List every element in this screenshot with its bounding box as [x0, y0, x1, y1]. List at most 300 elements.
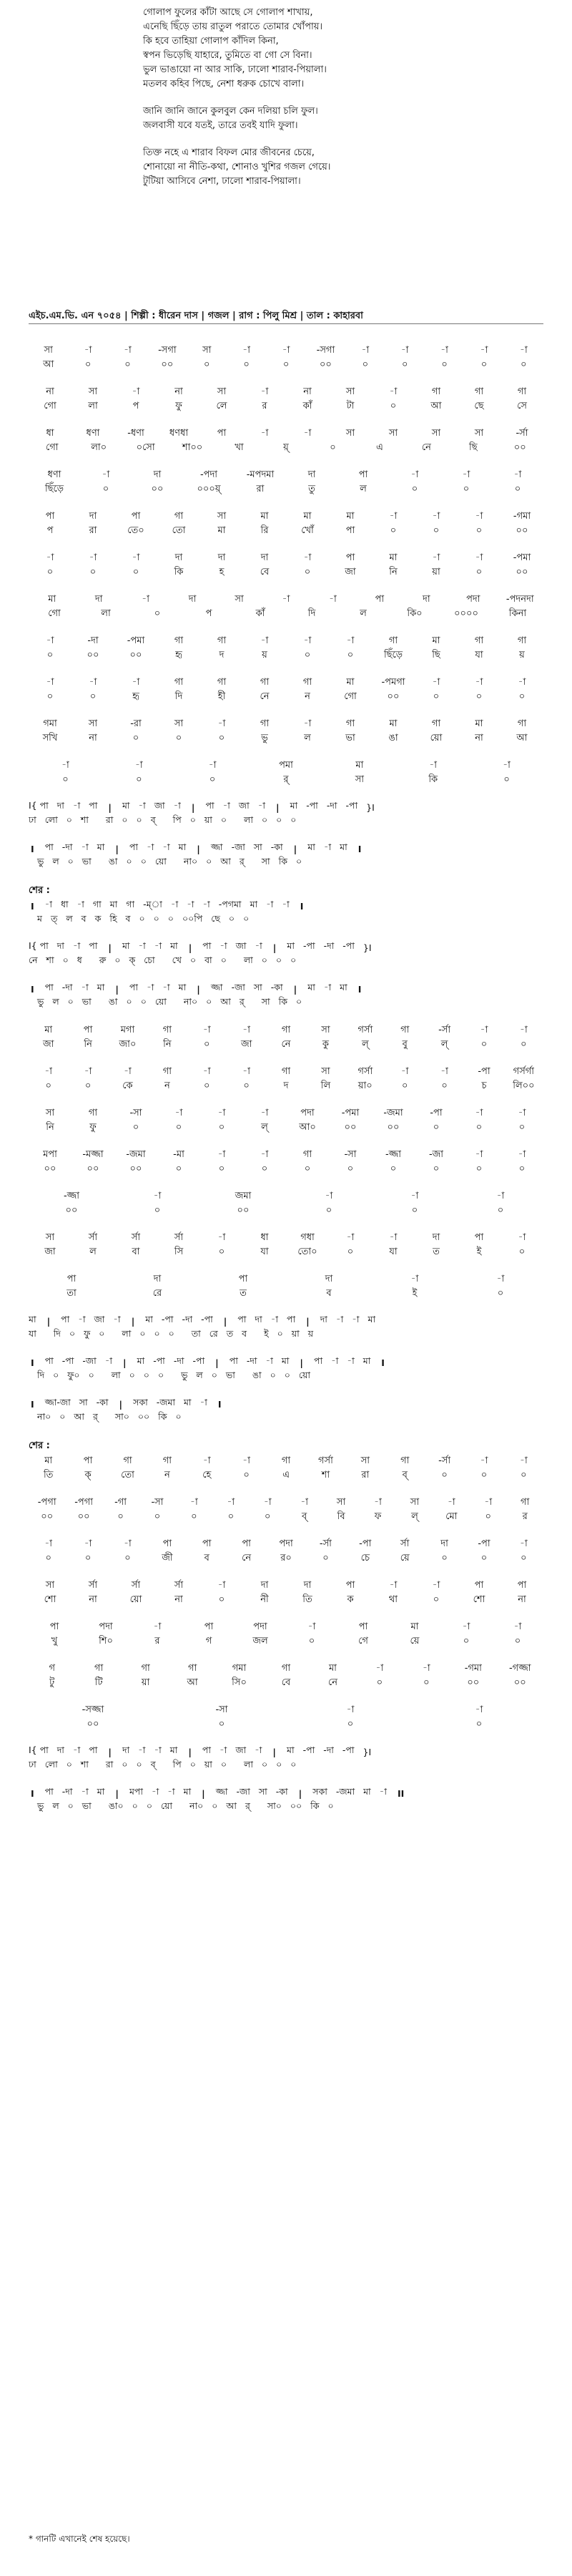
lyric-cell: ০ [175, 1411, 182, 1422]
swara-cell: দা [56, 1745, 64, 1755]
lyric-cell: র্ [283, 774, 289, 785]
swara-cell: -া [496, 1190, 505, 1201]
swara-cell: -কা [96, 1397, 109, 1407]
swara-cell: সা [253, 841, 262, 852]
swara-cell: গা [141, 1662, 150, 1674]
poem-line: তিক্ত নহে এ শারাব বিফল মোর জীবনের চেয়ে, [143, 147, 315, 158]
lyric-cell: আ [220, 856, 231, 867]
lyric-cell: ০ [140, 856, 147, 867]
swara-cell: -া [410, 469, 419, 480]
lyric-cell: হৃ [132, 691, 139, 702]
swara-cell: গা [474, 635, 484, 646]
swara-cell: না [46, 386, 54, 397]
lyric-cell: সে [517, 400, 527, 411]
lyric-cell: ০০ [290, 1800, 302, 1811]
swara-cell: -া [410, 1273, 419, 1284]
lyric-cell: ০ [218, 1246, 225, 1257]
lyric-cell: কি [428, 774, 438, 785]
swara-cell: -া [475, 510, 483, 522]
lyric-cell: ০ [228, 913, 235, 924]
swara-cell: গা [281, 1662, 291, 1674]
lyric-cell: ০ [218, 1718, 225, 1729]
swara-cell: -া [227, 1496, 235, 1508]
lyric-cell: কি [310, 1800, 320, 1811]
lyric-cell: ক্ [129, 955, 136, 965]
lyric-cell: য়ে [410, 1635, 420, 1646]
swara-row [29, 509, 543, 524]
swara-cell: গা [162, 1455, 172, 1466]
swara-row [29, 426, 543, 441]
lyric-cell: ০ [441, 358, 448, 370]
swara-cell: পা [49, 1621, 59, 1632]
swara-cell: সা [321, 1024, 330, 1035]
lyric-cell: সা [261, 856, 270, 867]
swara-cell: সা [45, 1107, 55, 1118]
swara-cell: জমা [235, 1190, 252, 1201]
lyric-cell: বা [204, 955, 212, 965]
swara-cell: দা [188, 593, 197, 605]
lyric-cell: ঙা [252, 1370, 262, 1380]
swara-cell: -দা [323, 940, 335, 951]
swara-cell: পা [89, 940, 98, 951]
lyric-cell: ফু০ [67, 1370, 80, 1380]
lyric-cell: সি [174, 1246, 184, 1257]
bar-separator: | [202, 1787, 205, 1799]
swara-cell: সা [235, 593, 244, 605]
lyric-cell: না [89, 732, 97, 743]
sher-2-section [29, 1023, 543, 1425]
swara-cell: -া [72, 940, 81, 951]
lyric-cell: লা০ [91, 441, 107, 453]
swara-cell: -র্সা [516, 427, 528, 439]
lyric-cell: ০ [45, 1080, 51, 1091]
swara-cell: মা [368, 1314, 376, 1324]
lyric-cell: টি [94, 1677, 103, 1688]
swara-cell: -পা [302, 940, 315, 951]
swara-cell: -জা [231, 982, 245, 992]
lyric-cell: ০ [62, 774, 69, 785]
lyric-cell: ক্ [84, 1469, 92, 1480]
lyric-cell: তো [172, 525, 186, 536]
swara-cell: -া [242, 1455, 250, 1466]
swara-cell: মা [389, 552, 398, 563]
swara-cell: মা [122, 800, 130, 811]
swara-cell: গা [281, 1065, 291, 1077]
swara-cell: -া [260, 427, 269, 439]
swara-cell: -া [518, 1107, 526, 1118]
swara-cell: পা [44, 841, 54, 852]
swara-cell: পা [358, 1621, 368, 1632]
sher-3-section [29, 1454, 543, 1815]
lyric-cell: রা [105, 1759, 114, 1770]
lyric-cell: ব [242, 1328, 247, 1339]
bar-separator: | [191, 801, 195, 813]
swara-row [29, 1023, 543, 1038]
lyric-cell: না [89, 1594, 97, 1605]
lyric-cell: প [46, 525, 54, 536]
bar-separator: | [197, 843, 200, 854]
swara-cell: গা [517, 635, 527, 646]
swara-cell: -া [389, 1579, 398, 1591]
sthayi-section [29, 343, 543, 870]
swara-cell: র্সা [131, 1231, 141, 1243]
record-metadata-line: এইচ.এম.ভি. এন ৭০৫৪ | শিল্পী : ধীরেন দাস | গজল | রাগ : পিলু মিশ্র | তাল : কাহারবা [29, 311, 363, 321]
swara-cell: গা [88, 1107, 98, 1118]
swara-cell: -পমা [341, 1107, 360, 1118]
lyric-cell: ক [94, 913, 102, 924]
notation-block [29, 1786, 543, 1815]
swara-cell: পা [66, 1273, 77, 1284]
lyric-cell: ০ [139, 1328, 146, 1339]
lyric-cell: জা [42, 1038, 54, 1050]
lyric-cell: তা [66, 1287, 77, 1299]
lyric-cell: চে [360, 1552, 370, 1563]
lyric-cell: ছি [469, 441, 478, 453]
swara-cell: -দা [182, 1314, 193, 1324]
lyric-row [29, 1634, 543, 1649]
notation-block [29, 675, 543, 704]
lyric-row [29, 399, 543, 414]
lyric-cell: ০০০য়্ [197, 483, 221, 494]
lyric-cell: ০ [433, 525, 440, 536]
lyric-cell: ভু [261, 732, 268, 743]
lyric-cell: ০ [277, 1328, 283, 1339]
swara-cell: }I [363, 1746, 372, 1757]
lyric-cell: ০০ [151, 483, 164, 494]
lyric-cell: ০ [304, 1163, 311, 1174]
lyric-cell: ০ [140, 996, 147, 1007]
section-label-sher-1: শের : [29, 885, 50, 896]
swara-cell: মা [170, 940, 178, 951]
lyric-cell: ০ [66, 814, 72, 825]
swara-row [29, 1397, 543, 1411]
swara-row [29, 1537, 543, 1551]
swara-cell: মা [303, 510, 312, 522]
lyric-cell: য়ো [160, 1800, 173, 1811]
swara-cell: -া [220, 940, 227, 951]
notation-block [29, 1189, 543, 1218]
swara-cell: -া [335, 1314, 344, 1324]
swara-cell: -া [102, 469, 110, 480]
swara-cell: মা [44, 1455, 53, 1466]
lyric-cell: ০ [284, 1370, 290, 1380]
lyric-cell: দি [307, 608, 316, 619]
swara-cell: -া [410, 1190, 419, 1201]
swara-cell: -া [520, 1455, 528, 1466]
swara-cell: মা [290, 800, 298, 811]
lyric-cell: ০ [132, 1800, 138, 1811]
lyric-cell: ০ [99, 1328, 105, 1339]
bar-separator: I [381, 1357, 385, 1368]
swara-cell: গা [162, 1024, 172, 1035]
lyric-cell: দি [53, 1328, 61, 1339]
swara-cell: -পা [61, 1355, 74, 1366]
lyric-cell: ০ [243, 1469, 250, 1480]
lyric-cell: ০ [270, 1370, 276, 1380]
lyric-cell: ০ [59, 1411, 66, 1422]
swara-cell: মা [178, 841, 187, 852]
lyric-cell: না [475, 732, 483, 743]
lyric-row [29, 1411, 543, 1425]
lyric-cell: ০ [175, 732, 182, 743]
swara-cell: পা [129, 982, 139, 992]
lyric-cell: কু [322, 1038, 329, 1050]
swara-cell: মা [346, 510, 355, 522]
swara-cell: গা [474, 386, 484, 397]
swara-cell: গা [431, 718, 441, 729]
lyric-cell: রা [256, 483, 265, 494]
lyric-cell: ০ [362, 358, 369, 370]
swara-cell: -া [61, 759, 69, 771]
swara-cell: দা [94, 593, 103, 605]
swara-cell: মা [346, 676, 355, 688]
swara-cell: }I [366, 801, 375, 813]
poem-stanza [143, 104, 543, 133]
swara-cell: ধা [60, 899, 69, 909]
swara-cell: গা [302, 1148, 312, 1160]
swara-cell: -া [323, 982, 332, 992]
lyric-cell: নে [29, 955, 38, 965]
swara-cell: দা [303, 1579, 312, 1591]
swara-cell: -জ্জা [385, 1148, 402, 1160]
swara-cell: -া [475, 1107, 483, 1118]
bar-separator: I [217, 1398, 222, 1410]
swara-cell: -গমা [464, 1662, 482, 1674]
lyric-cell: য়ো [154, 856, 167, 867]
lyric-cell: সা০ [114, 1411, 129, 1422]
swara-cell: পা [162, 1538, 172, 1549]
lyric-cell: হে [202, 1469, 212, 1480]
lyric-cell: তো [121, 1469, 134, 1480]
bar-separator: II [397, 1787, 405, 1799]
swara-cell: -া [484, 1496, 493, 1508]
swara-cell: -া [440, 344, 448, 356]
swara-cell: -া [81, 1786, 89, 1797]
lyric-cell: ০ [218, 1163, 225, 1174]
lyric-cell: ঢা [29, 814, 36, 825]
lyric-cell: নি [389, 566, 398, 577]
lyric-cell: ০ [154, 1511, 161, 1522]
swara-row [29, 675, 543, 690]
lyric-cell: ম [37, 913, 42, 924]
swara-row [29, 1745, 543, 1759]
lyric-cell: ০ [67, 1800, 74, 1811]
lyric-cell: ০ [218, 1594, 225, 1605]
lyric-cell: ০ [433, 691, 440, 702]
swara-cell: পা [202, 1538, 212, 1549]
sher-1-section [29, 899, 543, 1010]
lyric-cell: ন [305, 691, 310, 702]
lyric-cell: দ [283, 1080, 289, 1091]
lyric-cell: ০ [102, 483, 109, 494]
swara-cell: গা [92, 899, 102, 909]
lyric-cell: ০ [390, 1163, 397, 1174]
lyric-cell: বা [132, 1246, 140, 1257]
lyric-cell: না [174, 1594, 183, 1605]
notation-block [29, 899, 543, 927]
swara-cell: পদা [279, 1538, 293, 1549]
notation-block [29, 1537, 543, 1566]
lyric-cell: ০ [67, 856, 74, 867]
divider-line [29, 323, 543, 324]
notation-block [29, 634, 543, 663]
lyric-cell: ০ [114, 955, 121, 965]
lyric-cell: ০ [521, 1552, 527, 1563]
swara-cell: সা [45, 1579, 55, 1591]
swara-cell: -া [154, 1745, 162, 1755]
swara-cell: -া [222, 800, 230, 811]
swara-cell: -মজ্জা [82, 1148, 104, 1160]
swara-cell: মা [307, 841, 315, 852]
swara-cell: -া [389, 510, 398, 522]
swara-cell: -পা [359, 1538, 372, 1549]
swara-cell: -া [496, 1273, 505, 1284]
swara-cell: -া [138, 940, 146, 951]
swara-cell: মা [287, 1745, 295, 1755]
swara-cell: -া [113, 1314, 121, 1324]
lyric-cell: শা [321, 1469, 330, 1480]
swara-cell: মা [363, 1786, 371, 1797]
lyric-cell: শো [44, 1594, 56, 1605]
lyric-cell: র্ [245, 1800, 250, 1811]
footnote: * গানটি এখানেই শেষ হয়েছে। [29, 2534, 130, 2544]
swara-cell: -া [432, 1579, 440, 1591]
swara-cell: -পগমা [218, 899, 242, 909]
swara-cell: জা [94, 1314, 105, 1324]
poem-line: শোনায়ো না নীতি-কথা, শোনাও খুশির গজল গেয়ে। [143, 162, 331, 172]
lyric-cell: ০ [518, 691, 526, 702]
lyric-cell: নে [281, 1038, 291, 1050]
lyric-cell: ০ [295, 996, 302, 1007]
lyric-row [29, 1121, 543, 1135]
swara-cell: -া [480, 1024, 488, 1035]
bar-separator: I [31, 900, 34, 912]
swara-cell: পা [61, 1314, 70, 1324]
swara-row [29, 1620, 543, 1634]
swara-cell: সা [345, 427, 355, 439]
swara-cell: পা [517, 1579, 527, 1591]
swara-cell: -া [303, 552, 312, 563]
swara-cell: -কা [275, 1786, 288, 1797]
lyric-cell: ০ [53, 1370, 59, 1380]
swara-cell: -দা [61, 841, 73, 852]
lyric-cell: ০ [84, 358, 92, 370]
swara-cell: পা [474, 1579, 484, 1591]
lyric-cell: ভা [82, 856, 92, 867]
lyric-cell: ত [433, 1246, 440, 1257]
lyric-cell: সা০ [267, 1800, 282, 1811]
lyric-cell: ০০ [516, 525, 528, 536]
swara-cell: গা [174, 510, 184, 522]
lyric-row [29, 1245, 543, 1259]
lyric-cell: প [205, 608, 212, 619]
swara-cell: সা [360, 1455, 370, 1466]
swara-cell: -পা [345, 800, 358, 811]
lyric-cell: ০ [276, 814, 282, 825]
swara-cell: -া [432, 552, 440, 563]
swara-cell: -া [46, 635, 54, 646]
lyric-cell: ফ [374, 1511, 382, 1522]
swara-cell: -া [475, 676, 483, 688]
notation-block [29, 426, 543, 455]
lyric-cell: ঙা [108, 996, 118, 1007]
lyric-cell: ভা [225, 1370, 235, 1380]
lyric-cell: ০ [136, 774, 142, 785]
swara-cell: দা [174, 552, 183, 563]
lyric-cell: জা০ [119, 1038, 137, 1050]
lyric-cell: ০ [146, 1800, 152, 1811]
swara-cell: জা [235, 940, 247, 951]
lyric-cell: বে [281, 1677, 291, 1688]
lyric-cell: ০০ [467, 1677, 480, 1688]
lyric-cell: গো [45, 441, 59, 453]
swara-cell: না [174, 386, 183, 397]
lyric-cell: তি [43, 1469, 54, 1480]
lyric-cell: ০০ [77, 1511, 90, 1522]
lyric-cell: পি [172, 814, 182, 825]
swara-cell: -া [518, 676, 526, 688]
lyric-cell: ভু [37, 856, 44, 867]
swara-cell: সা [431, 427, 441, 439]
lyric-cell: ০ [521, 1038, 527, 1050]
swara-cell: -সজ্জা [82, 1704, 104, 1715]
lyric-cell: জা [240, 1038, 252, 1050]
swara-cell: গা [260, 718, 270, 729]
lyric-row [29, 1510, 543, 1524]
swara-cell: }I [363, 942, 372, 953]
lyric-cell: য় [262, 649, 267, 660]
swara-cell: -া [260, 1107, 269, 1118]
lyric-cell: ০ [143, 1370, 149, 1380]
swara-cell: গধা [300, 1231, 315, 1243]
swara-cell: জ্জা [215, 1786, 228, 1797]
swara-cell: গা [281, 1455, 291, 1466]
bar-separator: I [31, 843, 34, 854]
lyric-cell: য়া [141, 1677, 150, 1688]
lyric-cell: হি [109, 913, 117, 924]
lyric-cell: ০ [117, 1511, 124, 1522]
lyric-cell: ০ [497, 1204, 504, 1216]
lyric-cell: কি০ [407, 608, 423, 619]
swara-cell: -সা [215, 1704, 228, 1715]
swara-cell: ধণা [86, 427, 100, 439]
swara-cell: জ্জা [210, 982, 223, 992]
poem-line: এনেছি ছিঁড়ে তায় রাতুল পরাতে তোমার খোঁপায়। [143, 21, 323, 32]
lyric-cell: গো [344, 691, 357, 702]
notation-block [29, 758, 543, 787]
swara-cell: -া [520, 344, 528, 356]
lyric-row [29, 358, 543, 372]
lyric-cell: য়ো [430, 732, 443, 743]
notation-block [29, 1355, 543, 1384]
lyric-cell: সি০ [232, 1677, 247, 1688]
swara-cell: পা [89, 800, 98, 811]
swara-cell: -া [147, 982, 154, 992]
lyric-cell: টা [346, 400, 355, 411]
lyric-row [29, 1759, 543, 1773]
swara-cell: গা [174, 676, 184, 688]
bar-separator: | [197, 983, 200, 995]
lyric-cell: গো [48, 608, 61, 619]
lyric-cell: ব্ [150, 814, 156, 825]
lyric-cell: ০ [347, 1163, 354, 1174]
lyric-cell: ০ [347, 1718, 354, 1729]
swara-cell: -া [89, 676, 97, 688]
lyric-cell: ০ [411, 483, 418, 494]
lyric-cell: পি [172, 1759, 182, 1770]
lyric-cell: ত [226, 1328, 234, 1339]
lyric-cell: ০ [204, 1038, 210, 1050]
